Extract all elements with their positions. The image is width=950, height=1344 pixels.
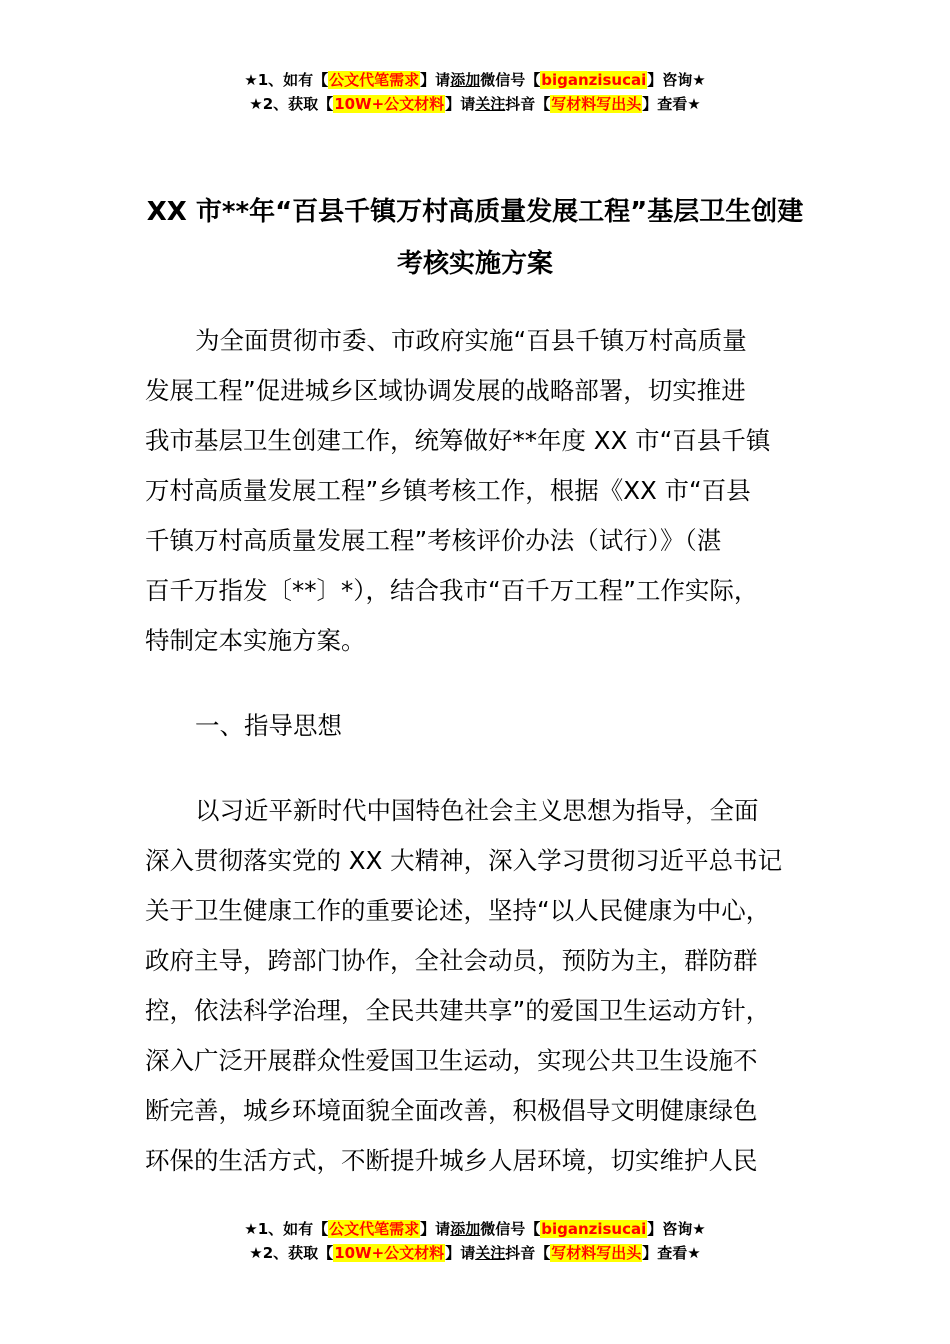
banner-underlined-text: 添加 <box>450 1220 481 1238</box>
banner-line-2 <box>0 1241 950 1265</box>
banner-text: ★1、如有【 <box>244 71 329 89</box>
banner-text: 】查看★ <box>642 1244 701 1262</box>
paragraph-line: 特制定本实施方案。 <box>145 626 366 655</box>
banner-line-1 <box>0 1217 950 1241</box>
paragraph-line: 万村高质量发展工程”乡镇考核工作，根据《XX 市“百县 <box>145 476 751 505</box>
banner-text: 】请 <box>445 95 476 113</box>
paragraph-line: 为全面贯彻市委、市政府实施“百县千镇万村高质量 <box>195 326 747 355</box>
banner-text: ★2、获取【 <box>249 1244 334 1262</box>
paragraph-line: 千镇万村高质量发展工程”考核评价办法（试行）》（湛 <box>145 526 722 555</box>
paragraph-line: 我市基层卫生创建工作，统筹做好**年度 XX 市“百县千镇 <box>145 426 771 455</box>
banner-highlight: 10W+公文材料 <box>334 95 445 113</box>
paragraph-line: 深入广泛开展群众性爱国卫生运动，实现公共卫生设施不 <box>145 1046 758 1075</box>
section-heading-text: 一、指导思想 <box>195 711 342 740</box>
paragraph-line: 断完善，城乡环境面貌全面改善，积极倡导文明健康绿色 <box>145 1096 758 1125</box>
banner-text: 】请 <box>445 1244 476 1262</box>
banner-highlight: 公文代笔需求 <box>329 71 420 89</box>
banner-wechat-id: biganzisucai <box>541 1220 647 1238</box>
banner-text: 微信号【 <box>480 71 541 89</box>
banner-highlight: 公文代笔需求 <box>329 1220 420 1238</box>
paragraph-line: 以习近平新时代中国特色社会主义思想为指导，全面 <box>195 796 759 825</box>
banner-underlined-text: 关注 <box>475 95 506 113</box>
document-title <box>100 186 850 290</box>
paragraph-line: 控，依法科学治理，全民共建共享”的爱国卫生运动方针， <box>145 996 771 1025</box>
bottom-banner <box>0 1217 950 1265</box>
banner-underlined-text: 关注 <box>475 1244 506 1262</box>
banner-text: 】咨询★ <box>647 71 706 89</box>
banner-text: 】查看★ <box>642 95 701 113</box>
banner-text: 】咨询★ <box>647 1220 706 1238</box>
paragraph-line: 深入贯彻落实党的 XX 大精神，深入学习贯彻习近平总书记 <box>145 846 783 875</box>
banner-text: ★2、获取【 <box>249 95 334 113</box>
paragraph-line: 环保的生活方式，不断提升城乡人居环境，切实维护人民 <box>145 1146 758 1175</box>
banner-underlined-text: 添加 <box>450 71 481 89</box>
banner-text: 抖音【 <box>505 95 551 113</box>
paragraph-line: 发展工程”促进城乡区域协调发展的战略部署，切实推进 <box>145 376 746 405</box>
title-line-1: XX 市**年“百县千镇万村高质量发展工程”基层卫生创建 <box>146 197 804 227</box>
banner-text: ★1、如有【 <box>244 1220 329 1238</box>
banner-text: 抖音【 <box>505 1244 551 1262</box>
paragraph-line: 百千万指发〔**〕*），结合我市“百千万工程”工作实际， <box>145 576 759 605</box>
section-heading <box>145 701 815 751</box>
intro-paragraph <box>145 316 815 666</box>
banner-line-2 <box>0 92 950 116</box>
top-banner <box>0 68 950 116</box>
paragraph-line: 政府主导，跨部门协作，全社会动员，预防为主，群防群 <box>145 946 758 975</box>
paragraph-line: 关于卫生健康工作的重要论述，坚持“以人民健康为中心， <box>145 896 771 925</box>
banner-wechat-id: biganzisucai <box>541 71 647 89</box>
banner-douyin-id: 写材料写出头 <box>551 1244 642 1262</box>
title-line-2: 考核实施方案 <box>396 249 553 279</box>
banner-highlight: 10W+公文材料 <box>334 1244 445 1262</box>
banner-text: 】请 <box>420 71 451 89</box>
banner-text: 微信号【 <box>480 1220 541 1238</box>
guiding-paragraph <box>145 786 815 1186</box>
banner-douyin-id: 写材料写出头 <box>551 95 642 113</box>
banner-line-1 <box>0 68 950 92</box>
banner-text: 】请 <box>420 1220 451 1238</box>
